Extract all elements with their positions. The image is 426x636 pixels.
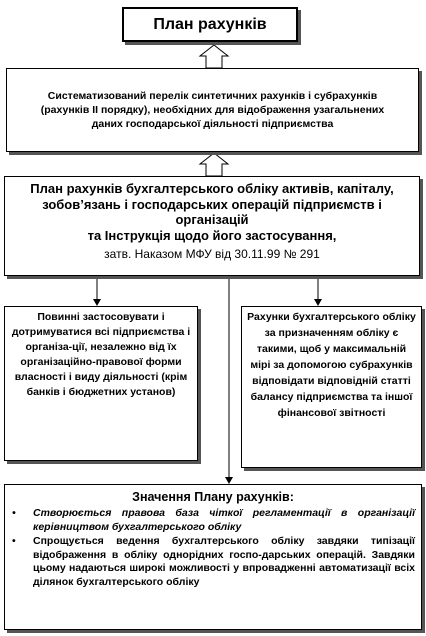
value-bullets <box>11 507 415 589</box>
page-title: План рахунків <box>153 15 267 33</box>
arrow-main-to-value <box>225 276 233 484</box>
value-bullet-1 <box>11 507 415 534</box>
hollow-arrow-title-definition <box>200 45 228 68</box>
bullet-marker: • <box>12 507 16 519</box>
arrow-main-to-right <box>314 276 322 306</box>
value-box <box>4 484 422 630</box>
hollow-arrow-definition-main <box>200 153 228 176</box>
main-line-3: затв. Наказом МФУ від 30.11.99 № 291 <box>104 246 320 261</box>
value-title: Значення Плану рахунків: <box>132 490 294 504</box>
arrow-main-to-left <box>93 276 101 306</box>
right-box <box>241 306 422 468</box>
definition-text: Систематизований перелік синтетичних рахунків і субрахунків (рахунків ІІ порядку), необхідних для відображення узагальнених даних господарської діяльності підприємства <box>40 90 385 130</box>
main-line-2: та Інструкція щодо його застосування, <box>87 227 337 243</box>
value-bullet-1-text: Створюється правова база чіткої регламентації в організації керівництвом бухгалтерського обліку <box>33 507 415 533</box>
definition-box <box>6 68 419 152</box>
left-box-text: Повинні застосовувати і дотримуватися всі підприємства і організа-ції, незалежно від їх організаційно-правової форми власності і виду діяльності (крім банків і бюджетних установ) <box>11 311 191 398</box>
value-bullet-2 <box>11 535 415 589</box>
title-box <box>122 7 298 42</box>
left-box <box>4 306 198 461</box>
main-box <box>4 176 420 276</box>
right-box-text: Рахунки бухгалтерського обліку за призначенням обліку є такими, щоб у максимальній мірі за допомогою субрахунків відповідати відповідній статті балансу підприємства та іншої фінансової звітності <box>247 311 416 419</box>
bullet-marker: • <box>12 535 16 547</box>
main-line-1: План рахунків бухгалтерського обліку активів, капіталу, зобов’язань і господарських операцій підприємств і організацій <box>30 181 394 227</box>
value-bullet-2-text: Спрощується ведення бухгалтерського обліку завдяки типізації відображення в обліку однорідних госпо-дарських операцій. Завдяки цьому надаються широкі можливості у впровадженні автоматизації всіх ділянок бухгалтерського обліку <box>33 535 415 588</box>
